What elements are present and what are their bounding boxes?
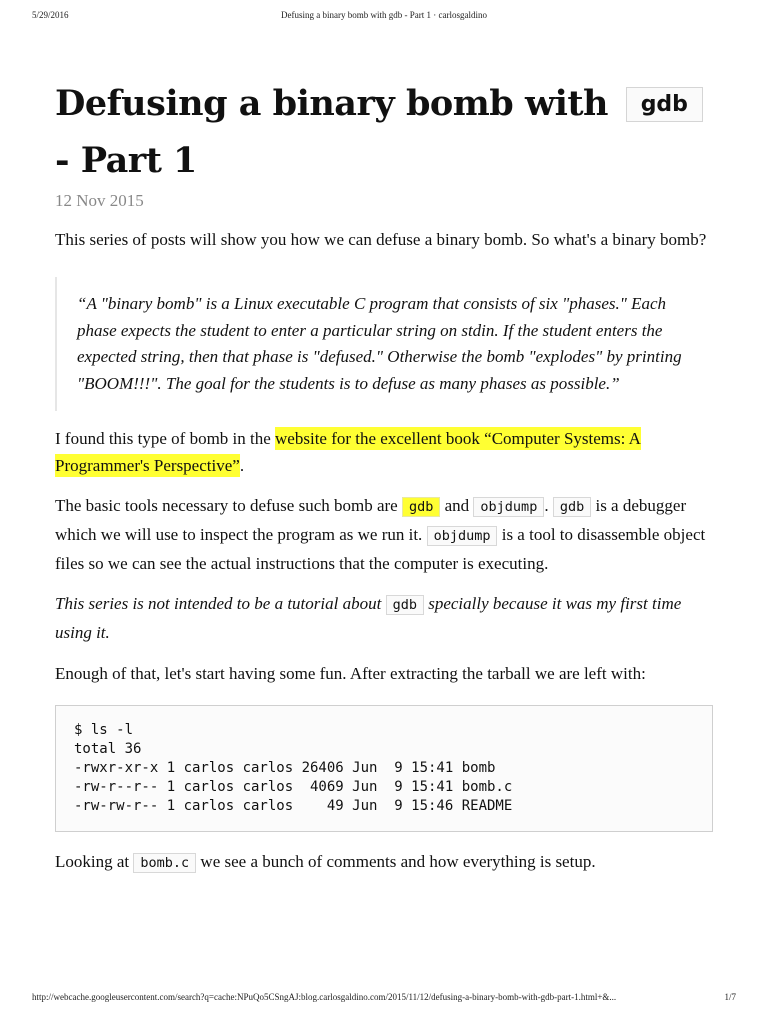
source-paragraph	[55, 425, 715, 479]
print-footer	[32, 992, 736, 1002]
title-text: Defusing a binary bomb with	[55, 83, 608, 124]
tools-text-1: The basic tools necessary to defuse such bomb are	[55, 496, 402, 515]
note-gdb-code: gdb	[386, 595, 424, 615]
objdump-code: objdump	[473, 497, 544, 517]
code-line: total 36	[74, 741, 142, 757]
tools-text-dot: .	[544, 496, 553, 515]
note-text-1: This series is not intended to be a tutorial about	[55, 594, 386, 613]
code-block	[55, 705, 713, 832]
book-link[interactable]: website for the excellent book “Computer Systems: A Programmer's Perspective”	[55, 429, 641, 475]
objdump-code-2: objdump	[427, 526, 498, 546]
title-suffix: - Part 1	[55, 140, 197, 181]
post-date: 12 Nov 2015	[55, 191, 144, 210]
print-title: Defusing a binary bomb with gdb - Part 1 · carlosgaldino	[281, 10, 487, 20]
print-url: http://webcache.googleusercontent.com/search?q=cache:NPuQo5CSngAJ:blog.carlosgaldino.com/2015/11/12/defusing-a-binary-bomb-with-gdb-part-1.html+&...	[32, 992, 617, 1002]
tools-text-2: is a debugger which we will use to inspect the program as we run it.	[55, 496, 687, 544]
code-line: -rw-rw-r-- 1 carlos carlos 49 Jun 9 15:46 README	[74, 798, 513, 814]
tools-text-and: and	[440, 496, 474, 515]
title-code: gdb	[626, 87, 703, 122]
code-line: $ ls -l	[74, 722, 134, 738]
source-end: .	[239, 456, 245, 475]
looking-text-1: Looking at	[55, 852, 134, 871]
enough-paragraph: Enough of that, let's start having some fun. After extracting the tarball we are left with:	[55, 664, 646, 683]
gdb-code-link[interactable]: gdb	[402, 497, 440, 517]
bomb-c-code: bomb.c	[133, 853, 196, 873]
print-header	[32, 10, 736, 20]
page-title	[55, 78, 715, 187]
looking-paragraph	[55, 848, 715, 877]
print-page-number: 1/7	[724, 992, 736, 1002]
source-text: I found this type of bomb in the	[55, 429, 276, 448]
tools-text-3: is a tool to disassemble object files so we can see the actual instructions that the computer is executing.	[55, 525, 706, 573]
note-text-2: specially because it was my first time using it.	[55, 594, 682, 642]
code-line: -rw-r--r-- 1 carlos carlos 4069 Jun 9 15:41 bomb.c	[74, 779, 513, 795]
looking-text-2: we see a bunch of comments and how everything is setup.	[196, 852, 596, 871]
tools-paragraph	[55, 492, 715, 577]
print-date: 5/29/2016	[32, 10, 69, 20]
quote-block: “A "binary bomb" is a Linux executable C program that consists of six "phases." Each phase expects the student to enter a particular string on stdin. If the student enters the expected string, then that phase is "defused." Otherwise the bomb "explodes" by printing "BOOM!!!". The goal for the students is to defuse as many phases as possible.”	[55, 277, 715, 411]
note-paragraph	[55, 590, 715, 646]
intro-paragraph: This series of posts will show you how we can defuse a binary bomb. So what's a binary bomb?	[55, 230, 707, 249]
code-line: -rwxr-xr-x 1 carlos carlos 26406 Jun 9 15:41 bomb	[74, 760, 496, 776]
gdb-code: gdb	[553, 497, 591, 517]
article	[55, 78, 715, 877]
